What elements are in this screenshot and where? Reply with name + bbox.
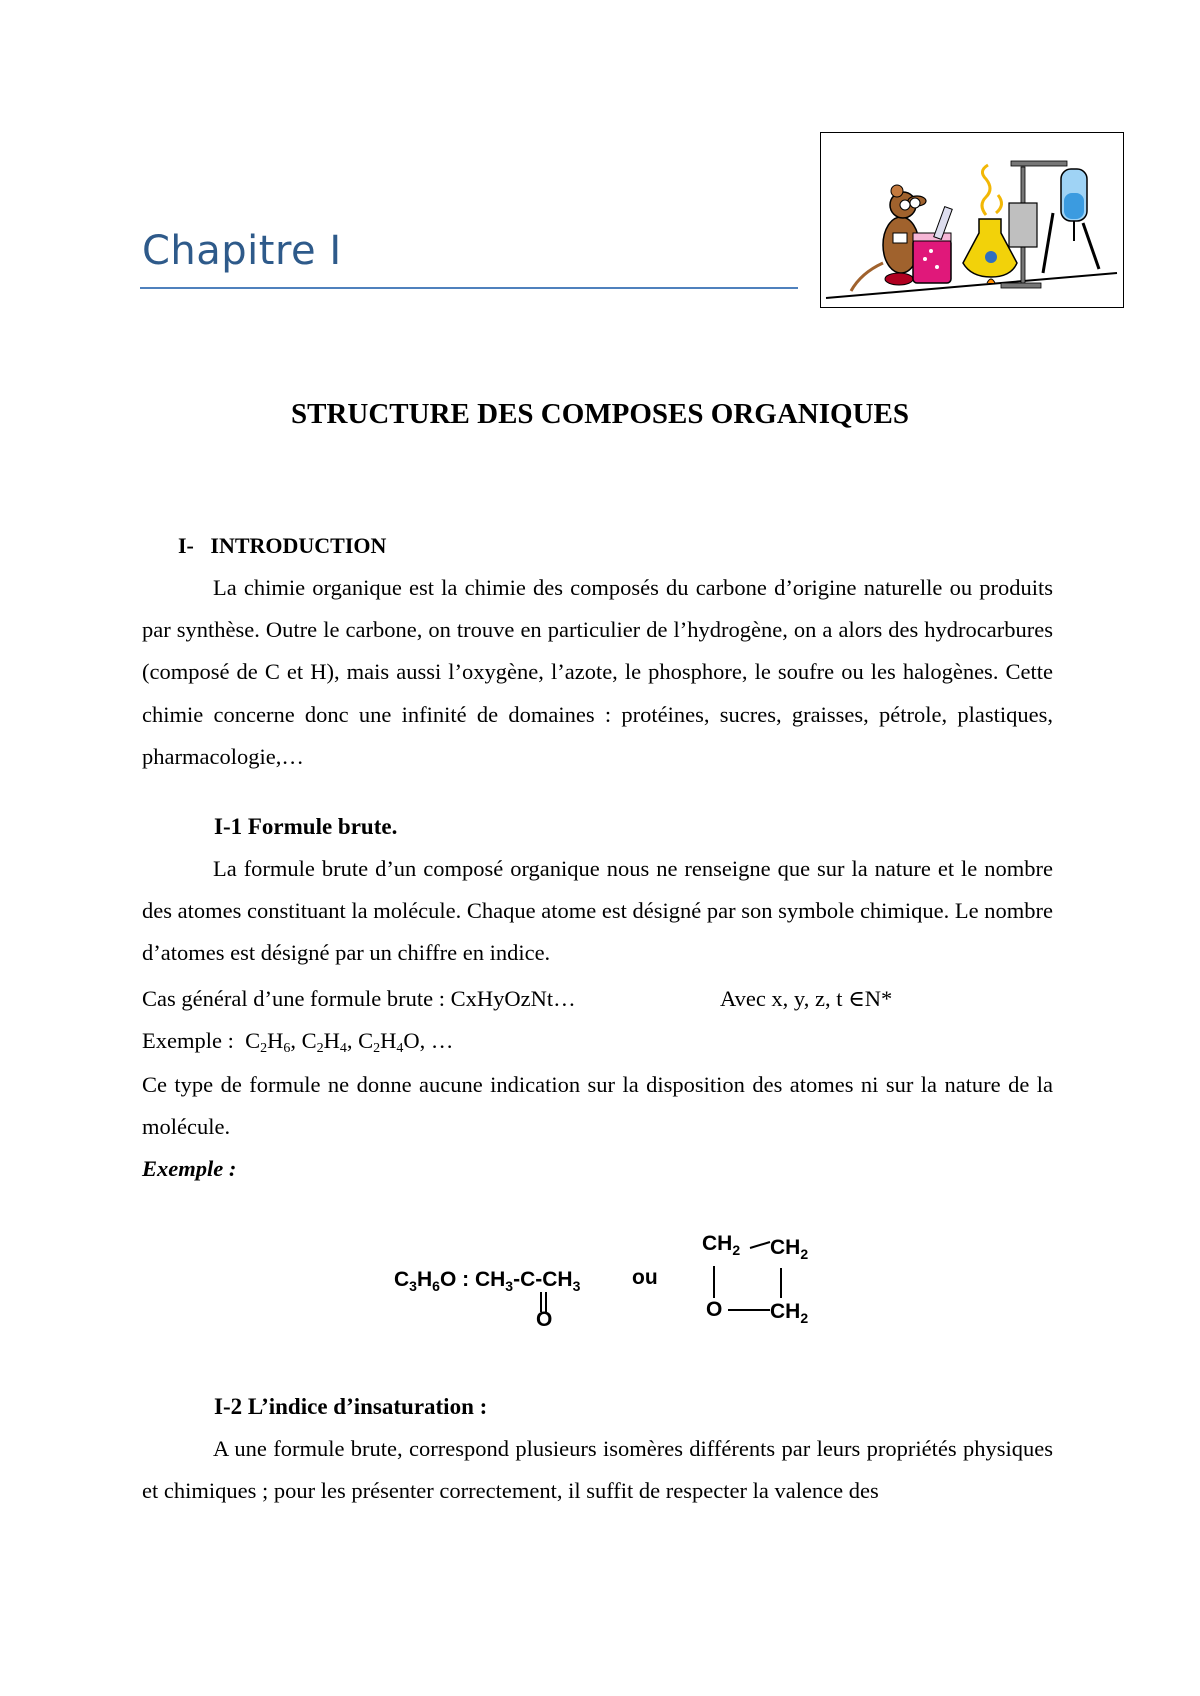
general-formula-line: Cas général d’une formule brute : CxHyOzNt… — [142, 986, 576, 1011]
introduction-paragraph: La chimie organique est la chimie des composés du carbone d’origine naturelle ou produits par synthèse. Outre le carbone, on trouve en particulier de l’hydrogène, on a alors des hydrocarbures (composé de C et H), mais aussi l’oxygène, l’azote, le phosphore, le soufre ou les halogènes. Cette chimie concerne donc une infinité de domaines : protéines, sucres, graisses, pétrole, plastiques, pharmacologie,… — [142, 575, 1053, 769]
section-heading-formule-brute: I-1 Formule brute. — [214, 814, 398, 839]
example-tail: , … — [419, 1028, 454, 1053]
ring-ch2-top-right: $CH_2$ — [770, 1236, 809, 1262]
carbonyl-oxygen: O — [536, 1308, 553, 1331]
ring-ch2-bottom-right: $CH_2$ — [770, 1300, 809, 1326]
lab-illustration — [820, 132, 1124, 308]
formula-note-paragraph: Ce type de formule ne donne aucune indication sur la disposition des atomes ni sur la nature de la molécule. — [142, 1072, 1053, 1140]
document-title: STRUCTURE DES COMPOSES ORGANIQUES — [291, 398, 909, 430]
example-formulas-line — [142, 1028, 453, 1054]
example-label: Exemple : — [142, 1028, 234, 1053]
general-formula-condition: Avec x, y, z, t ∈N* — [720, 986, 893, 1011]
section-heading-insaturation: I-2 L’indice d’insaturation : — [214, 1394, 488, 1419]
insaturation-paragraph: A une formule brute, correspond plusieurs isomères différents par leurs propriétés physiques et chimiques ; pour les présenter correctement, il suffit de respecter la valence des — [142, 1436, 1053, 1504]
chapter-underline — [140, 287, 798, 289]
exemple-heading: Exemple : — [142, 1156, 237, 1181]
section-heading-introduction: I- INTRODUCTION — [178, 533, 387, 558]
oxetane-bonds — [700, 1230, 820, 1330]
ring-oxygen: O — [706, 1298, 723, 1321]
lab-rat-drawing — [821, 133, 1123, 307]
formula-c2h6: $C_2H_6$, $C_2H_4$, $C_2H_4O$ — [239, 1028, 420, 1056]
or-word: ou — [632, 1266, 658, 1289]
ring-ch2-top-left: $CH_2$ — [702, 1232, 741, 1258]
formule-brute-paragraph: La formule brute d’un composé organique nous ne renseigne que sur la nature et le nombre des atomes constituant la molécule. Chaque atome est désigné par son symbole chimique. Le nombre d’atomes est désigné par un chiffre en indice. — [142, 856, 1054, 966]
chapter-title: Chapitre I — [142, 228, 342, 274]
c3h6o-formula: $C_3H_6O$ : $CH_3-C-CH_3$ — [394, 1268, 581, 1294]
